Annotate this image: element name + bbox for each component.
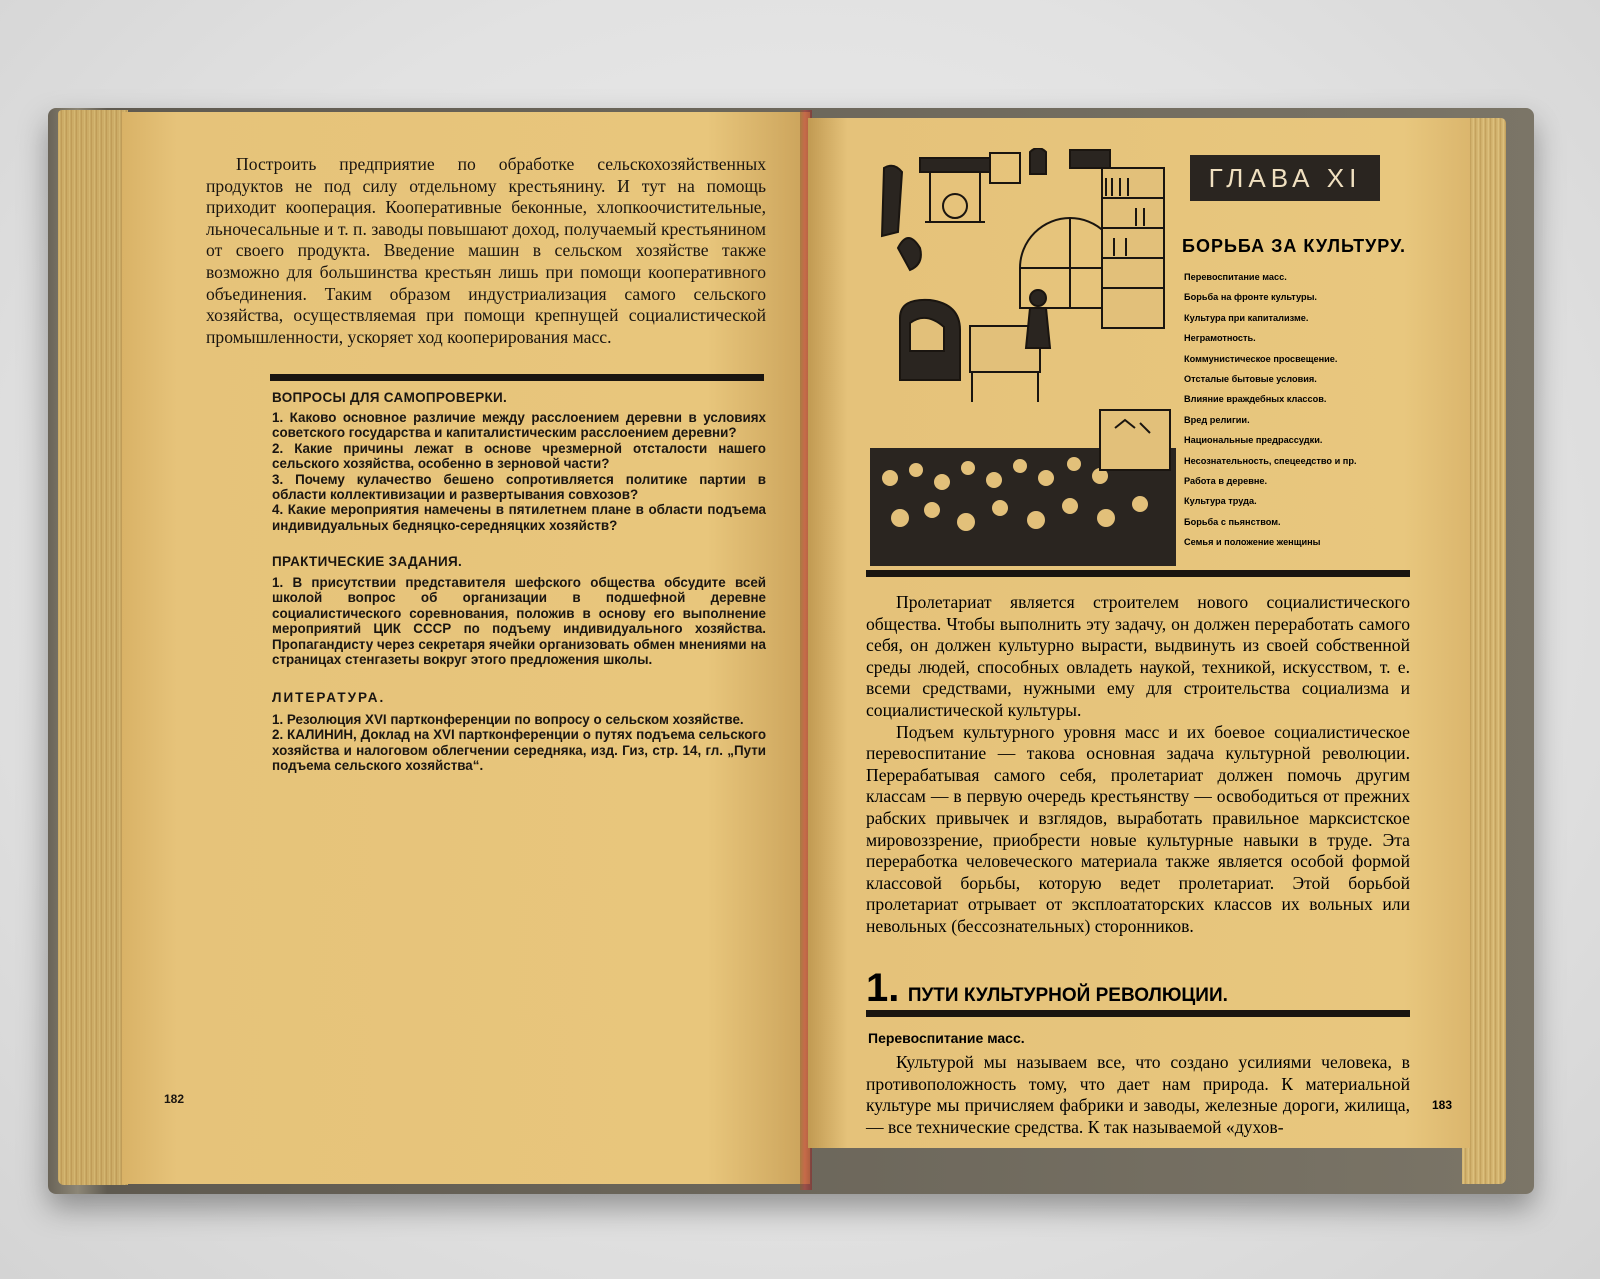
- toc-item: Перевоспитание масс.: [1184, 272, 1287, 282]
- chapter-title: БОРЬБА ЗА КУЛЬТУРУ.: [1182, 236, 1407, 256]
- right-intro-text: [866, 592, 1410, 938]
- toc-item: Семья и положение женщины: [1184, 537, 1321, 548]
- literature-heading: ЛИТЕРАТУРА.: [272, 690, 386, 705]
- question-item: 3. Почему кулачество бешено сопротивляется политике партии в области коллективизации и развертывания совхозов?: [272, 471, 766, 503]
- toc-item: Борьба на фронте культуры.: [1184, 292, 1317, 303]
- intro-paragraph-1: Пролетариат является строителем нового социалистического общества. Чтобы выполнить эту задачу, он должен переработать самого себя, он должен культурно вырасти, выдвинуть из своей собственной среды людей, способных овладеть наукой, техникой, искусством, т. е. всеми средствами, нужными ему для строительства социализма и социалистической культуры.: [866, 592, 1410, 720]
- subsection-title: Перевоспитание масс.: [868, 1030, 1025, 1046]
- section-number: 1.: [866, 966, 900, 1010]
- left-rule: [270, 374, 764, 381]
- chapter-illustration: [870, 148, 1176, 566]
- toc-item: Культура труда.: [1184, 496, 1257, 507]
- toc-item: Коммунистическое просвещение.: [1184, 353, 1338, 364]
- section-title: ПУТИ КУЛЬТУРНОЙ РЕВОЛЮЦИИ.: [907, 985, 1228, 1006]
- intro-paragraph-2: Подъем культурного уровня масс и их боевое социалистическое перевоспитание — такова основная задача культурной революции. Перерабатывая самого себя, пролетариат должен помочь другим классам — в первую очередь крестьянству — освободиться от прежних рабских привычек и взглядов, выработать правильное марксистское мировоззрение, приобрести новые культурные навыки в труде. Эта переработка человеческого материала также является особой формой классовой борьбы, которую ведет пролетариат. Этой борьбой пролетариат отрывает от эксплоататорских классов их вольных или невольных (бессознательных) сторонников.: [866, 721, 1410, 936]
- right-body-text: [866, 1052, 1410, 1138]
- chapter-label: ГЛАВА XI: [1190, 155, 1380, 201]
- toc-item: Несознательность, спецеедство и пр.: [1184, 455, 1357, 466]
- toc-item: Отсталые бытовые условия.: [1184, 373, 1317, 384]
- question-item: 1. Каково основное различие между расслоением деревни в условиях советского государства и капиталистическим расслоением деревни?: [272, 410, 766, 441]
- question-item: 4. Какие мероприятия намечены в пятилетнем плане в области подъема индивидуальных бедняцко-середняцких хозяйств?: [272, 502, 766, 533]
- body-paragraph-3: Культурой мы называем все, что создано усилиями человека, в противоположность тому, что дает нам природа. К материальной культуре мы причисляем фабрики и заводы, железные дороги, жилища, — все технические средства. К так называемой «духов-: [866, 1052, 1410, 1137]
- questions-heading: ВОПРОСЫ ДЛЯ САМОПРОВЕРКИ.: [272, 390, 508, 405]
- toc-item: Влияние враждебных классов.: [1184, 394, 1327, 405]
- section-heading: [866, 966, 1228, 1011]
- toc-item: Неграмотность.: [1184, 333, 1256, 344]
- literature-item: 1. Резолюция XVI партконференции по вопросу о сельском хозяйстве.: [272, 712, 744, 727]
- questions-list: [272, 410, 766, 533]
- question-item: 2. Какие причины лежат в основе чрезмерной отсталости нашего сельского хозяйства, особенно в зерновой части?: [272, 440, 766, 472]
- literature-list: [272, 712, 766, 774]
- right-rule-top: [866, 570, 1410, 577]
- toc-item: Культура при капитализме.: [1184, 312, 1309, 323]
- toc-item: Национальные предрассудки.: [1184, 435, 1323, 446]
- practical-heading: ПРАКТИЧЕСКИЕ ЗАДАНИЯ.: [272, 554, 463, 569]
- literature-item: 2. КАЛИНИН, Доклад на XVI партконференции о путях подъема сельского хозяйства и налоговом облегчении середняка, изд. Гиз, стр. 14, гл. „Пути подъема сельского хозяйства“.: [272, 727, 766, 774]
- page-number-left: 182: [164, 1092, 185, 1106]
- toc-item: Вред религии.: [1184, 414, 1250, 425]
- left-page: [122, 112, 810, 1184]
- left-paragraph: Построить предприятие по обработке сельскохозяйственных продуктов не под силу отдельному крестьянину. И тут на помощь приходит кооперация. Кооперативные беконные, хлопкоочистительные, льночесальные и т. п. заводы повышают доход, получаемый крестьянином от своего продукта. Введение машин в сельском хозяйстве также возможно для большинства крестьян лишь при помощи кооперативного объединения. Таким образом индустриализация самого сельского хозяйства, осуществляемая при помощи крепнущей социалистической промышленности, ускоряет ход кооперирования масс.: [206, 154, 766, 347]
- practical-text: 1. В присутствии представителя шефского общества обсудите всей школой вопрос об организации в подшефной деревне социалистического соревнования, положив в основу его выполнение мероприятий ЦИК СССР по подъему индивидуального хозяйства. Пропагандисту через секретаря ячейки организовать обмен мнениями на страницах стенгазеты вокруг этого предложения школы.: [272, 575, 766, 668]
- chapter-toc: [1184, 272, 1357, 557]
- toc-item: Работа в деревне.: [1184, 475, 1268, 486]
- right-rule-section: [866, 1010, 1410, 1017]
- toc-item: Борьба с пьянством.: [1184, 516, 1281, 527]
- page-number-right: 183: [1432, 1098, 1453, 1112]
- left-page-edges: [58, 110, 128, 1185]
